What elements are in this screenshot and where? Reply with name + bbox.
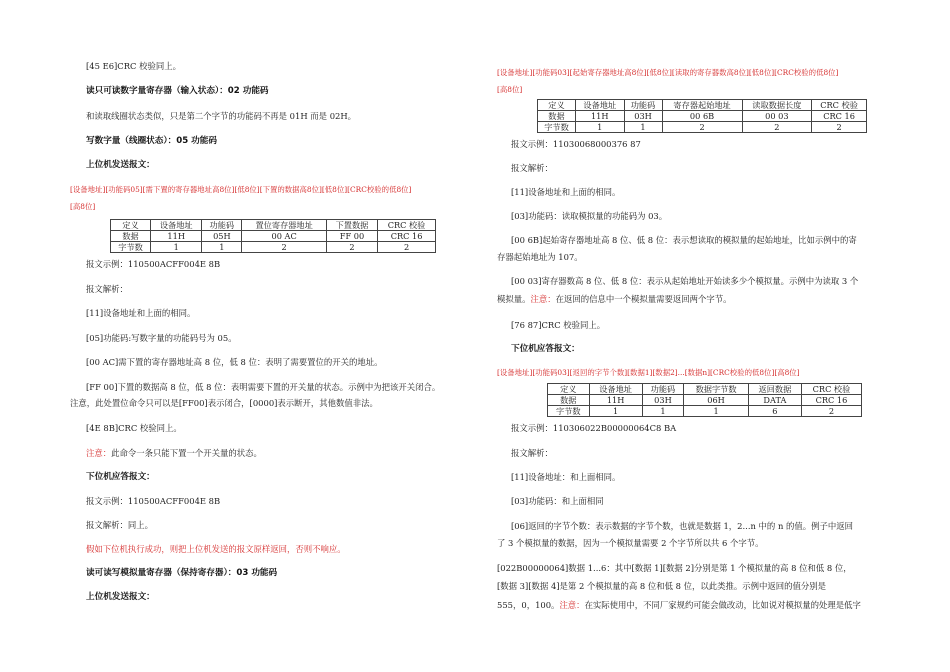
table-cell: 11H [151,231,202,242]
table-cell: CRC 校验 [378,220,436,231]
table-row [548,395,862,406]
table-cell: 定义 [548,384,590,395]
table-cell: 功能码 [642,384,684,395]
parse-item-cont: 存器起始地址为 107。 [497,252,583,262]
note-label: 注意： [559,600,585,610]
note-label: 注意： [530,294,556,304]
table-cell: CRC 校验 [812,100,867,111]
table-cell: 1 [642,406,684,417]
heading-write-coil: 写数字量（线圈状态）：05 功能码 [86,136,217,146]
parse-item: [00 03]寄存器数高 8 位、低 8 位：表示从起始地址开始读多少个模拟量。示例中为读取 3 个 [511,276,859,286]
table-cell: CRC 校验 [801,384,861,395]
table-cell: 1 [624,122,662,133]
table-cell: 2 [812,122,867,133]
table-cell: 1 [576,122,625,133]
parse-item: [03]功能码：读取模拟量的功能码为 03。 [511,211,668,221]
note-text: 此命令一条只能下置一个开关量的状态。 [111,448,262,458]
parse-item: [05]功能码:写数字量的功能码号为 05。 [86,333,237,343]
table-cell: 设备地址 [151,220,202,231]
table-row [538,111,867,122]
parse-item: [4E 8B]CRC 校验同上。 [86,423,182,433]
text-span: 在返回的信息中一个模拟量需要返回两个字节。 [555,294,732,304]
heading-slave-reply: 下位机应答报文： [86,472,155,482]
reply-table [547,383,862,417]
heading-host-send: 上位机发送报文： [86,160,155,170]
table-cell: 2 [242,242,327,253]
parse-item: [022B00000064]数据 1...6：其中[数据 1][数据 2]分别是第 1 个模拟量的高 8 位和低 8 位， [497,563,852,573]
table-header-row [548,384,862,395]
note-label: 注意： [86,448,112,458]
table-cell: 定义 [538,100,576,111]
parse-label: 报文解析：同上。 [86,520,153,530]
parse-item: [06]返回的字节个数：表示数据的字节个数，也就是数据 1，2...n 中的 n 的值。例子中返回 [511,521,854,531]
table-cell: 读取数据长度 [742,100,812,111]
table-cell: 2 [801,406,861,417]
table-cell: 数据 [538,111,576,122]
crc-line: [45 E6]CRC 校验同上。 [86,61,181,71]
heading-read-holding: 读可读写模拟量寄存器（保持寄存器）：03 功能码 [86,568,278,578]
text-span: 555，0，100。 [497,600,560,610]
heading-host-send-2: 上位机发送报文： [86,592,155,602]
parse-item: [11]设备地址和上面的相同。 [86,308,196,318]
write-coil-table [110,219,436,253]
table-cell: 03H [624,111,662,122]
parse-item: [76 87]CRC 校验同上。 [511,320,606,330]
frame-format-line-2: [高8位] [70,202,96,211]
text-span: 模拟量。 [497,294,531,304]
frame-format-line: [设备地址][功能码05][需下置的寄存器地址高8位][低8位][下置的数据高8位][低8位][CRC校验的低8位] [70,185,412,194]
table-cell: 数据字节数 [684,384,749,395]
heading-slave-reply: 下位机应答报文： [511,344,580,354]
example-line: 报文示例：110306022B00000064C8 BA [511,423,677,433]
note-line [86,448,262,459]
table-cell: 设备地址 [576,100,625,111]
table-cell: 置位寄存器地址 [242,220,327,231]
table-cell: 2 [326,242,377,253]
table-cell: 00 03 [742,111,812,122]
parse-item: [11]设备地址：和上面相同。 [511,472,621,482]
table-row [538,122,867,133]
parse-item-cont [497,600,861,611]
table-cell: 6 [748,406,801,417]
parse-label: 报文解析： [511,448,553,458]
parse-item-cont: 了 3 个模拟量的数据，因为一个模拟量需要 2 个字节所以共 6 个字节。 [497,538,764,548]
frame-format-line: [设备地址][功能码03][返回的字节个数][数据1][数据2]...[数据n][CRC校验的低8位][高8位] [497,368,800,377]
table-cell: 下置数据 [326,220,377,231]
parse-item-cont [497,294,732,305]
table-cell: 字节数 [538,122,576,133]
table-header-row [111,220,436,231]
table-cell: 2 [662,122,742,133]
table-cell: 1 [202,242,242,253]
table-cell: 03H [642,395,684,406]
table-cell: 11H [589,395,642,406]
table-cell: 功能码 [202,220,242,231]
table-cell: 设备地址 [589,384,642,395]
parse-item-cont: [数据 3][数据 4]是第 2 个模拟量的高 8 位和低 8 位，以此类推。示例中返回的值分别是 [497,581,827,591]
table-cell: 2 [378,242,436,253]
table-row [111,231,436,242]
table-cell: CRC 16 [812,111,867,122]
table-header-row [538,100,867,111]
parse-item: [03]功能码：和上面相同 [511,496,604,506]
table-cell: 功能码 [624,100,662,111]
table-cell: FF 00 [326,231,377,242]
table-cell: 字节数 [548,406,590,417]
read-holding-table [537,99,867,133]
table-cell: 2 [742,122,812,133]
table-cell: 返回数据 [748,384,801,395]
table-cell: 00 AC [242,231,327,242]
parse-item: [FF 00]下置的数据高 8 位，低 8 位：表明需要下置的开关量的状态。示例中为把该开关闭合。 [86,382,441,392]
paragraph-input: 和读取线圈状态类似，只是第二个字节的功能码不再是 01H 而是 02H。 [86,111,357,121]
table-cell: 1 [684,406,749,417]
table-row [111,242,436,253]
success-note: 假如下位机执行成功，则把上位机发送的报文原样返回，否则不响应。 [86,544,346,554]
table-cell: 数据 [548,395,590,406]
table-row [548,406,862,417]
table-cell: 1 [151,242,202,253]
parse-item-cont: 注意，此处置位命令只可以是[FF00]表示闭合，[0000]表示断开，其他数值非法。 [70,398,378,408]
parse-label: 报文解析： [511,163,553,173]
heading-read-input: 读只可读数字量寄存器（输入状态）：02 功能码 [86,86,269,96]
table-cell: 06H [684,395,749,406]
table-cell: CRC 16 [801,395,861,406]
parse-item: [11]设备地址和上面的相同。 [511,187,621,197]
text-span: 在实际使用中，不同厂家规约可能会做改动，比如说对模拟量的处理是低字 [584,600,861,610]
table-cell: 11H [576,111,625,122]
frame-format-line-2: [高8位] [497,85,523,94]
example-line: 报文示例：11030068000376 87 [511,139,641,149]
parse-label: 报文解析： [86,284,128,294]
example-line: 报文示例：110500ACFF004E 8B [86,259,221,269]
table-cell: 定义 [111,220,151,231]
table-cell: 00 6B [662,111,742,122]
example-line: 报文示例：110500ACFF004E 8B [86,496,221,506]
table-cell: 数据 [111,231,151,242]
parse-item: [00 AC]需下置的寄存器地址高 8 位，低 8 位：表明了需要置位的开关的地址。 [86,357,383,367]
table-cell: 寄存器起始地址 [662,100,742,111]
frame-format-line: [设备地址][功能码03][起始寄存器地址高8位][低8位][读取的寄存器数高8位][低8位][CRC校验的低8位] [497,68,839,77]
table-cell: 字节数 [111,242,151,253]
table-cell: CRC 16 [378,231,436,242]
table-cell: 05H [202,231,242,242]
table-cell: DATA [748,395,801,406]
table-cell: 1 [589,406,642,417]
parse-item: [00 6B]起始寄存器地址高 8 位、低 8 位：表示想读取的模拟量的起始地址，比如示例中的寄 [511,235,857,245]
